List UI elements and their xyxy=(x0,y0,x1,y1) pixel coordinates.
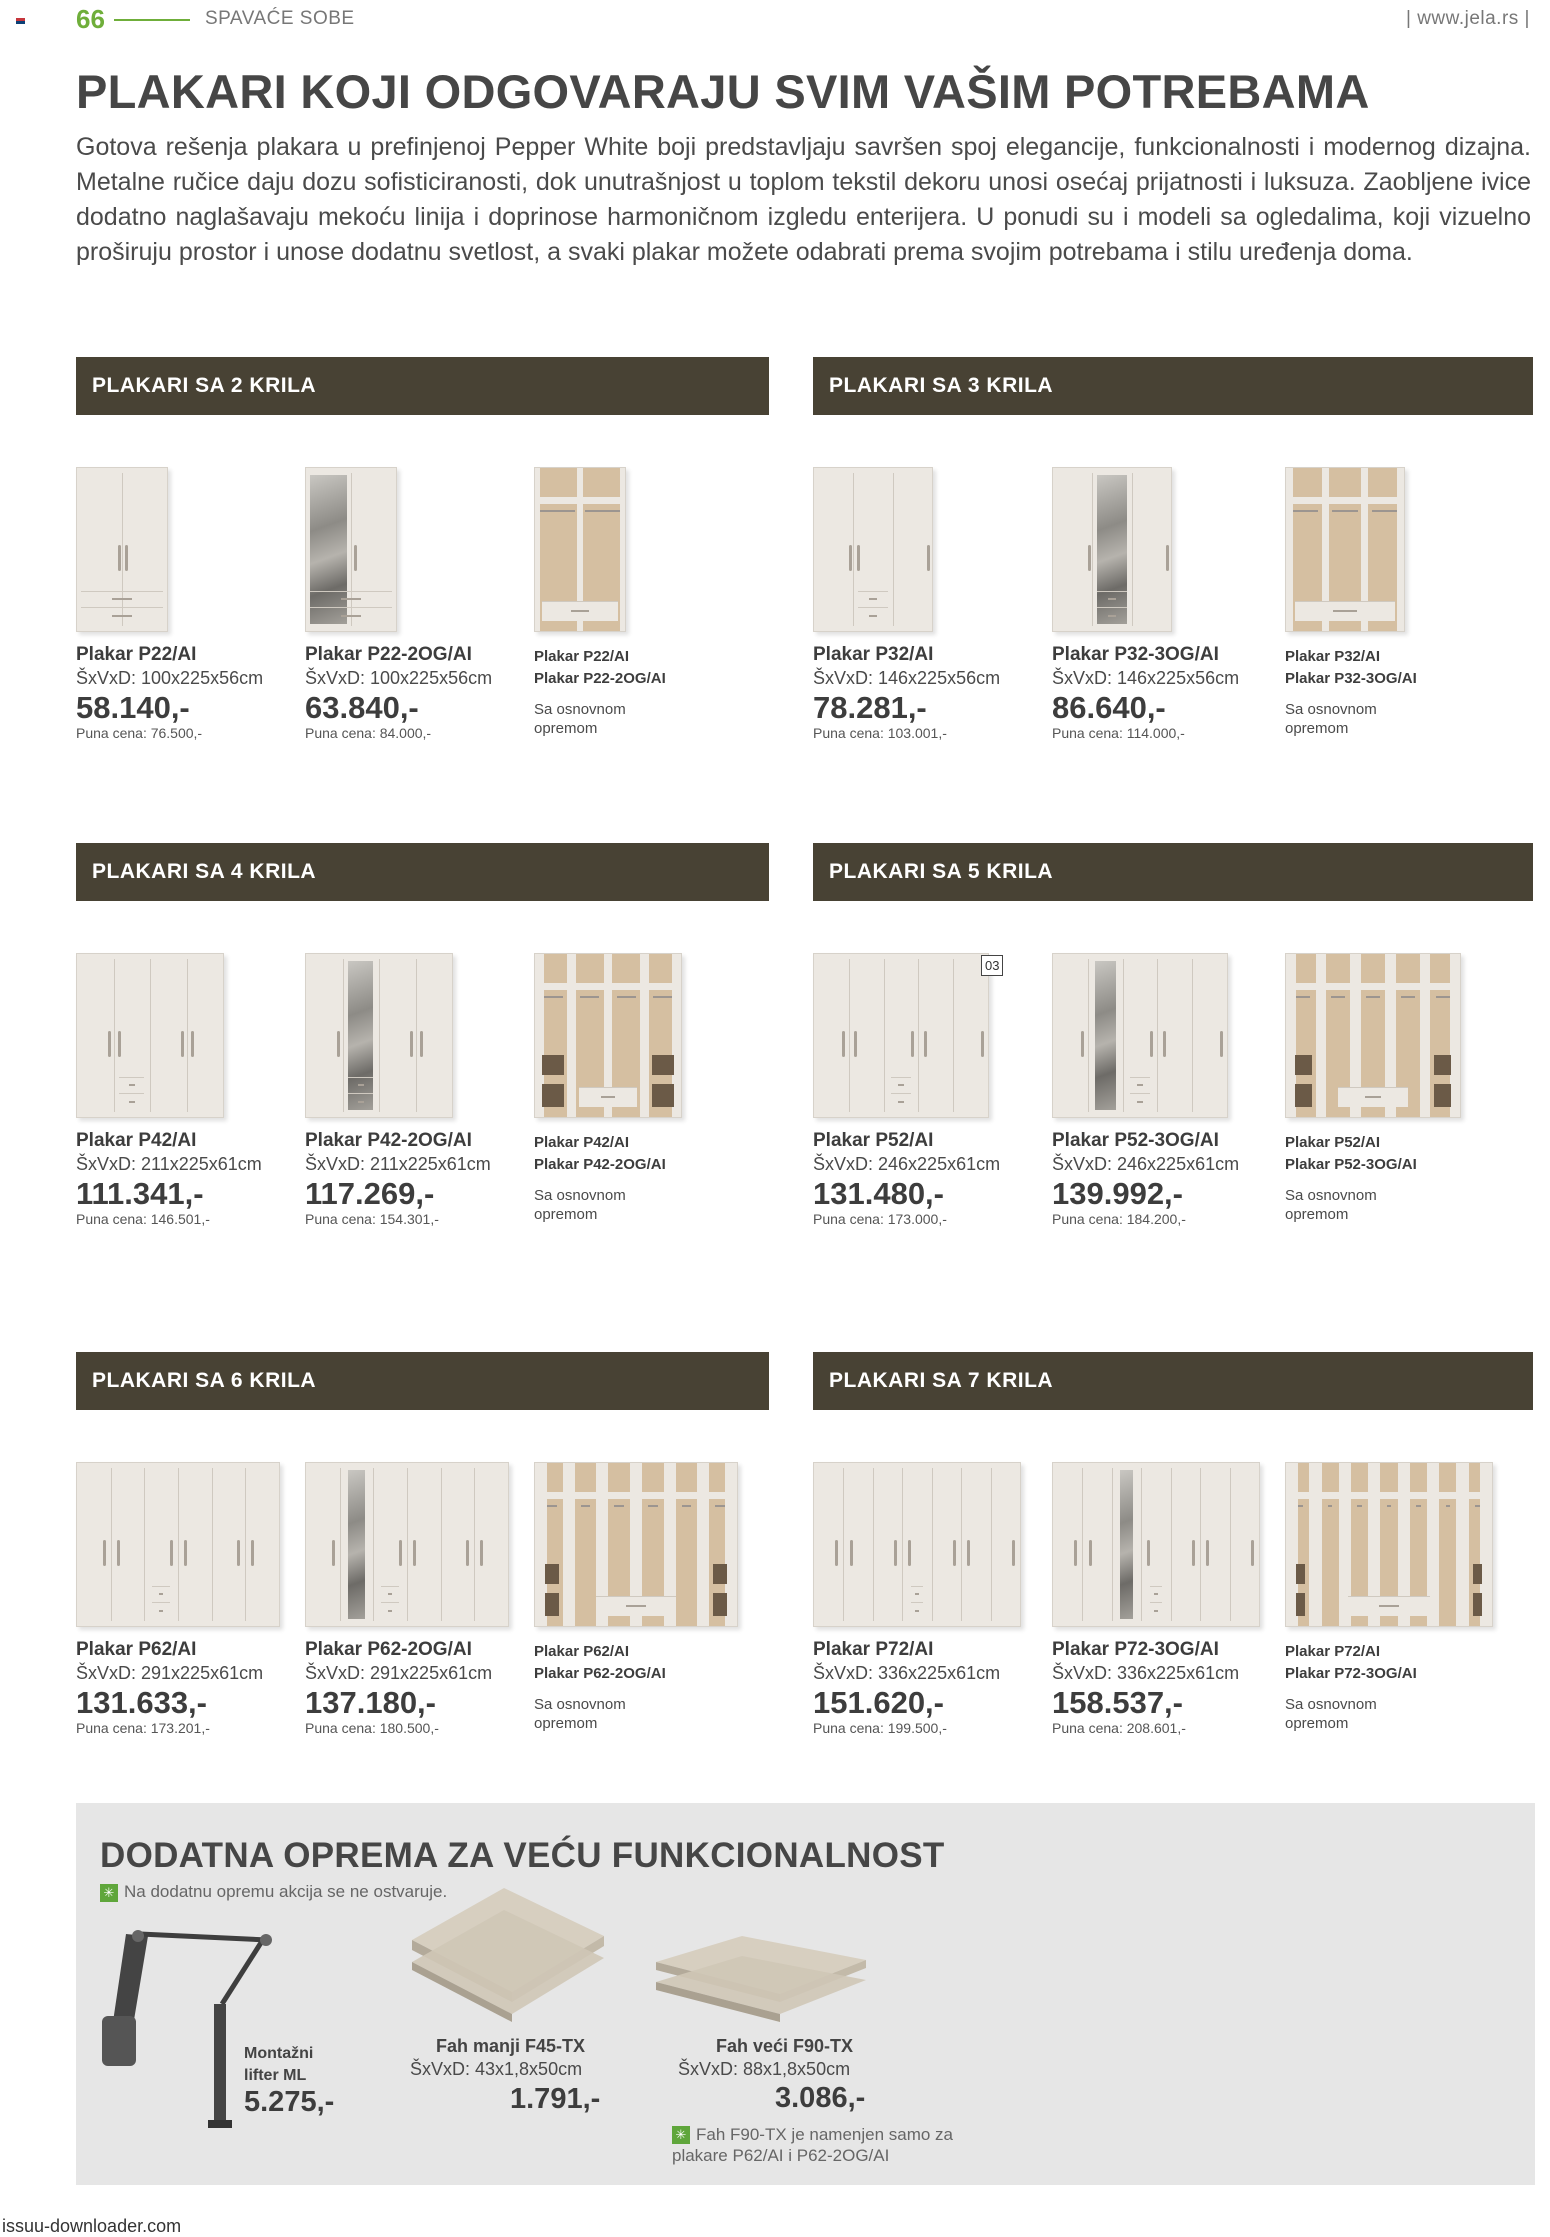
wardrobe-mirror-image xyxy=(305,467,397,632)
product-price: 111.341,- xyxy=(76,1176,204,1211)
open-product-name: Plakar P62/AI xyxy=(534,1643,630,1660)
product-dims: ŠxVxD: 146x225x56cm xyxy=(813,668,1001,688)
product-full-price: Puna cena: 76.500,- xyxy=(76,725,203,741)
category-header: PLAKARI SA 3 KRILA xyxy=(813,357,1533,415)
product-dims: ŠxVxD: 246x225x61cm xyxy=(813,1154,1001,1174)
shelf-large-name: Fah veći F90-TX xyxy=(716,2036,854,2056)
product-price: 137.180,- xyxy=(305,1685,436,1720)
category-header: PLAKARI SA 5 KRILA xyxy=(813,843,1533,901)
product-full-price: Puna cena: 146.501,- xyxy=(76,1211,210,1227)
product-open-card[interactable] xyxy=(534,1462,754,1733)
product-card[interactable] xyxy=(1052,467,1272,741)
callout-badge: 03 xyxy=(981,955,1003,976)
accessories-footnote-text: Fah F90-TX je namenjen samo za plakare P62/AI i P62-2OG/AI xyxy=(672,2125,954,2165)
product-dims: ŠxVxD: 211x225x61cm xyxy=(76,1154,262,1174)
product-name: Plakar P32-3OG/AI xyxy=(1052,644,1219,665)
product-dims: ŠxVxD: 211x225x61cm xyxy=(305,1154,491,1174)
product-full-price: Puna cena: 199.500,- xyxy=(813,1720,947,1736)
open-product-name-mirror: Plakar P42-2OG/AI xyxy=(534,1156,666,1173)
header-rule xyxy=(114,19,190,21)
product-full-price: Puna cena: 103.001,- xyxy=(813,725,947,741)
wardrobe-open-image xyxy=(1285,467,1405,632)
product-dims: ŠxVxD: 291x225x61cm xyxy=(76,1663,264,1683)
open-product-name-mirror: Plakar P32-3OG/AI xyxy=(1285,670,1417,687)
product-dims: ŠxVxD: 291x225x61cm xyxy=(305,1663,493,1683)
category-header: PLAKARI SA 7 KRILA xyxy=(813,1352,1533,1410)
wardrobe-open-image xyxy=(1285,1462,1493,1627)
open-product-note: Sa osnovnom opremom xyxy=(534,1696,626,1732)
product-full-price: Puna cena: 173.000,- xyxy=(813,1211,947,1227)
product-open-card[interactable] xyxy=(534,953,754,1224)
product-card[interactable] xyxy=(76,953,296,1227)
star-icon: ✳ xyxy=(672,2126,690,2144)
wardrobe-image xyxy=(76,1462,280,1627)
product-card[interactable] xyxy=(813,1462,1033,1736)
open-product-name-mirror: Plakar P72-3OG/AI xyxy=(1285,1665,1417,1682)
product-name: Plakar P22-2OG/AI xyxy=(305,644,472,665)
product-open-card[interactable] xyxy=(1285,1462,1505,1733)
product-full-price: Puna cena: 180.500,- xyxy=(305,1720,439,1736)
wardrobe-open-image xyxy=(1285,953,1461,1118)
site-url[interactable]: | www.jela.rs | xyxy=(1405,8,1530,29)
shelf-small-name: Fah manji F45-TX xyxy=(436,2036,586,2056)
product-price: 58.140,- xyxy=(76,690,190,725)
open-product-name: Plakar P52/AI xyxy=(1285,1134,1381,1151)
wardrobe-mirror-image xyxy=(1052,953,1228,1118)
product-name: Plakar P42/AI xyxy=(76,1130,197,1151)
product-card[interactable] xyxy=(1052,1462,1272,1736)
wardrobe-image xyxy=(813,1462,1021,1627)
wardrobe-mirror-image xyxy=(305,953,453,1118)
flag-icon xyxy=(16,18,25,27)
wardrobe-image xyxy=(76,467,168,632)
product-price: 131.633,- xyxy=(76,1685,207,1720)
product-price: 139.992,- xyxy=(1052,1176,1183,1211)
product-dims: ŠxVxD: 336x225x61cm xyxy=(813,1663,1001,1683)
open-product-note: Sa osnovnom opremom xyxy=(534,701,626,737)
open-product-note: Sa osnovnom opremom xyxy=(534,1187,626,1223)
category-header: PLAKARI SA 4 KRILA xyxy=(76,843,769,901)
open-product-name-mirror: Plakar P52-3OG/AI xyxy=(1285,1156,1417,1173)
product-open-card[interactable] xyxy=(1285,467,1505,738)
product-name: Plakar P62/AI xyxy=(76,1639,197,1660)
product-price: 63.840,- xyxy=(305,690,419,725)
intro-paragraph: Gotova rešenja plakara u prefinjenoj Pepper White boji predstavljaju savršen spoj elegancije, funkcionalnosti i modernog dizajna. Metalne ručice daju dozu sofisticiranosti, dok unutrašnjost u toplom tekstil dekoru unosi osećaj prijatnosti i luksuza. Zaobljene ivice dodatno naglašavaju mekoću linija i doprinose harmoničnom izgledu enterijera. U ponudi su i modeli sa ogledalima, koji vizuelno proširuju prostor i unose dodatnu svetlost, a svaki plakar možete odabrati prema svojim potrebama i stilu uređenja doma. xyxy=(76,133,1531,266)
page-number: 66 xyxy=(76,4,105,34)
lifter-name-line2: lifter ML xyxy=(244,2067,307,2084)
product-full-price: Puna cena: 154.301,- xyxy=(305,1211,439,1227)
shelf-large-image xyxy=(652,1932,872,2027)
open-product-name: Plakar P42/AI xyxy=(534,1134,630,1151)
open-product-name: Plakar P72/AI xyxy=(1285,1643,1381,1660)
lifter-name-line1: Montažni xyxy=(244,2045,314,2062)
star-icon: ✳ xyxy=(100,1884,118,1902)
open-product-note: Sa osnovnom opremom xyxy=(1285,1187,1377,1223)
product-price: 86.640,- xyxy=(1052,690,1166,725)
product-card[interactable] xyxy=(305,467,525,741)
product-full-price: Puna cena: 173.201,- xyxy=(76,1720,210,1736)
accessories-title: DODATNA OPREMA ZA VEĆU FUNKCIONALNOST xyxy=(100,1836,945,1875)
open-product-name-mirror: Plakar P22-2OG/AI xyxy=(534,670,666,687)
product-price: 151.620,- xyxy=(813,1685,944,1720)
wardrobe-mirror-image xyxy=(305,1462,509,1627)
product-card[interactable] xyxy=(813,953,1033,1227)
product-full-price: Puna cena: 84.000,- xyxy=(305,725,432,741)
wardrobe-mirror-image xyxy=(1052,467,1172,632)
product-price: 78.281,- xyxy=(813,690,927,725)
product-card[interactable] xyxy=(305,1462,525,1736)
accessories-footnote xyxy=(672,2124,1002,2166)
wardrobe-open-image xyxy=(534,1462,738,1627)
product-dims: ŠxVxD: 246x225x61cm xyxy=(1052,1154,1240,1174)
open-product-name-mirror: Plakar P62-2OG/AI xyxy=(534,1665,666,1682)
shelf-large-price: 3.086,- xyxy=(775,2082,866,2114)
watermark: issuu-downloader.com xyxy=(2,2216,182,2236)
product-name: Plakar P32/AI xyxy=(813,644,934,665)
wardrobe-open-image xyxy=(534,467,626,632)
product-card[interactable] xyxy=(813,467,1033,741)
lifter-name xyxy=(244,2043,313,2087)
open-product-note: Sa osnovnom opremom xyxy=(1285,1696,1377,1732)
product-name: Plakar P52-3OG/AI xyxy=(1052,1130,1219,1151)
product-price: 158.537,- xyxy=(1052,1685,1183,1720)
product-full-price: Puna cena: 114.000,- xyxy=(1052,725,1185,741)
product-dims: ŠxVxD: 336x225x61cm xyxy=(1052,1663,1240,1683)
product-card[interactable] xyxy=(76,1462,296,1736)
shelf-small-price: 1.791,- xyxy=(510,2083,601,2115)
product-name: Plakar P62-2OG/AI xyxy=(305,1639,472,1660)
product-dims: ŠxVxD: 100x225x56cm xyxy=(305,668,493,688)
accessories-note xyxy=(100,1882,447,1902)
wardrobe-image xyxy=(76,953,224,1118)
shelf-large-dims: ŠxVxD: 88x1,8x50cm xyxy=(678,2059,851,2079)
shelf-small-dims: ŠxVxD: 43x1,8x50cm xyxy=(410,2059,583,2079)
product-name: Plakar P22/AI xyxy=(76,644,197,665)
product-name: Plakar P42-2OG/AI xyxy=(305,1130,472,1151)
product-dims: ŠxVxD: 146x225x56cm xyxy=(1052,668,1240,688)
product-full-price: Puna cena: 208.601,- xyxy=(1052,1720,1186,1736)
wardrobe-image xyxy=(813,467,933,632)
product-name: Plakar P72-3OG/AI xyxy=(1052,1639,1219,1660)
product-card[interactable] xyxy=(305,953,525,1227)
product-full-price: Puna cena: 184.200,- xyxy=(1052,1211,1186,1227)
wardrobe-open-image xyxy=(534,953,682,1118)
open-product-note: Sa osnovnom opremom xyxy=(1285,701,1377,737)
section-label: SPAVAĆE SOBE xyxy=(205,8,355,29)
product-price: 131.480,- xyxy=(813,1176,944,1211)
product-price: 117.269,- xyxy=(305,1176,435,1211)
product-name: Plakar P72/AI xyxy=(813,1639,934,1660)
product-name: Plakar P52/AI xyxy=(813,1130,934,1151)
category-header: PLAKARI SA 6 KRILA xyxy=(76,1352,769,1410)
product-card[interactable] xyxy=(76,467,296,741)
shelf-small-image xyxy=(408,1880,608,2025)
category-header: PLAKARI SA 2 KRILA xyxy=(76,357,769,415)
product-dims: ŠxVxD: 100x225x56cm xyxy=(76,668,264,688)
open-product-name: Plakar P22/AI xyxy=(534,648,630,665)
product-open-card[interactable] xyxy=(1285,953,1505,1224)
wardrobe-mirror-image xyxy=(1052,1462,1260,1627)
page-title: PLAKARI KOJI ODGOVARAJU SVIM VAŠIM POTREBAMA xyxy=(76,65,1370,118)
lifter-price: 5.275,- xyxy=(244,2086,335,2118)
wardrobe-image xyxy=(813,953,989,1118)
product-open-card[interactable] xyxy=(534,467,754,738)
open-product-name: Plakar P32/AI xyxy=(1285,648,1381,665)
accessories-note-text: Na dodatnu opremu akcija se ne ostvaruje. xyxy=(124,1882,448,1901)
product-card[interactable] xyxy=(1052,953,1272,1227)
